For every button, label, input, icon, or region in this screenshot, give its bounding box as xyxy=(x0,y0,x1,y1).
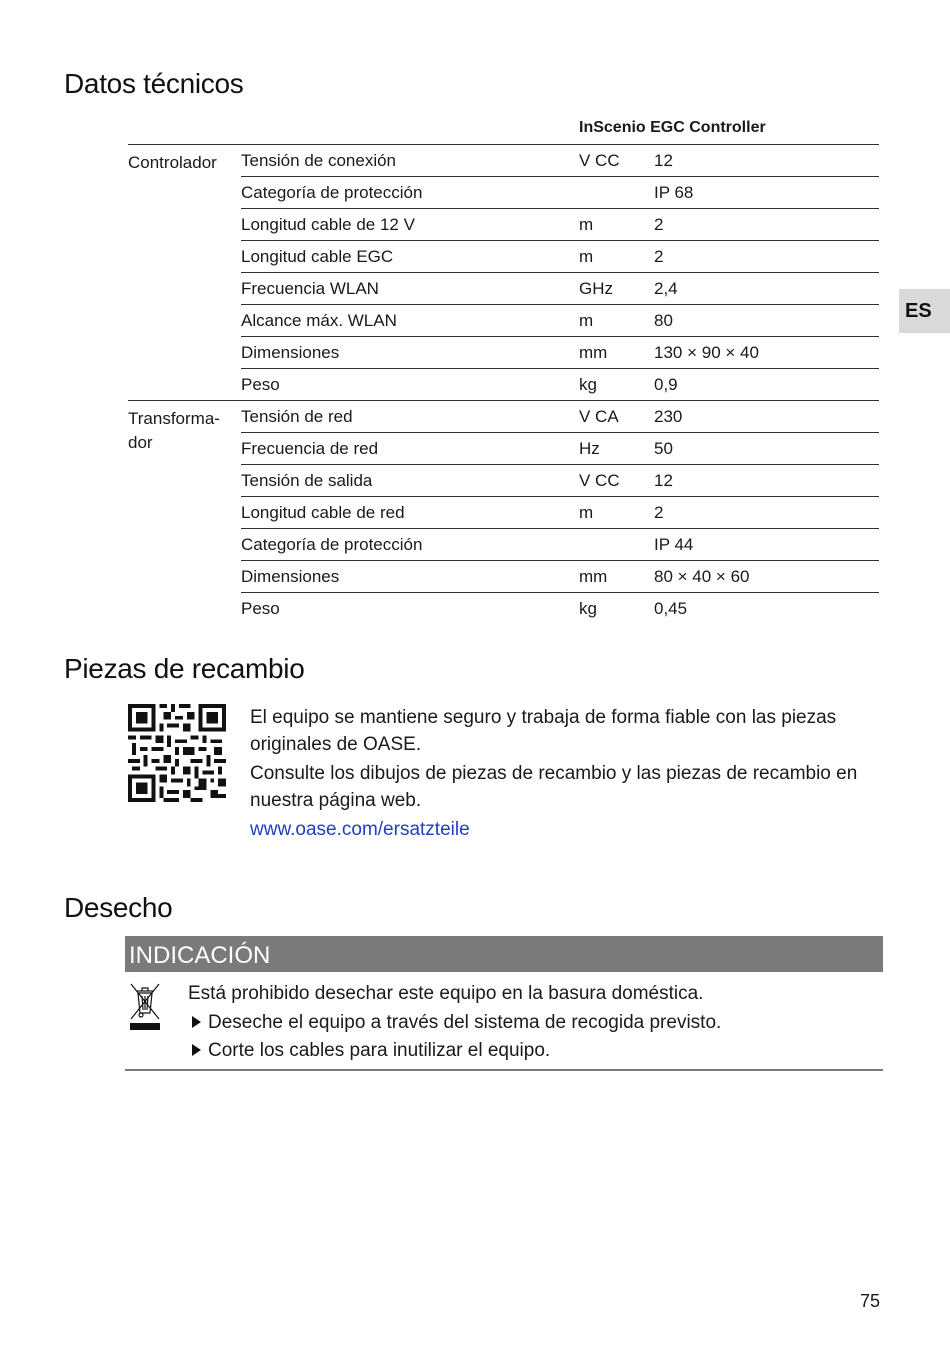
spec-value: 2 xyxy=(654,247,664,266)
spec-unit: kg xyxy=(579,375,597,394)
spec-name: Longitud cable de red xyxy=(241,503,405,522)
table-row xyxy=(241,145,879,176)
spec-value: 80 × 40 × 60 xyxy=(654,567,750,586)
table-row xyxy=(241,176,879,208)
spec-unit: mm xyxy=(579,567,608,586)
disposal-notice-text: Está prohibido desechar este equipo en la basura doméstica. xyxy=(188,983,704,1004)
spec-name: Longitud cable EGC xyxy=(241,247,394,266)
bullet-arrow-icon xyxy=(192,1044,201,1056)
table-row xyxy=(241,432,879,464)
spec-unit: kg xyxy=(579,599,597,618)
spec-name: Tensión de conexión xyxy=(241,151,397,170)
spec-unit: V CC xyxy=(579,471,620,490)
spec-unit: m xyxy=(579,247,594,266)
spec-table xyxy=(128,112,879,624)
table-row xyxy=(241,368,879,400)
spec-name: Categoría de protección xyxy=(241,535,423,554)
section-title-disposal: Desecho xyxy=(64,892,173,923)
spec-group-transformer xyxy=(128,401,879,624)
spec-unit: V CA xyxy=(579,407,619,426)
spec-value: 50 xyxy=(654,439,673,458)
spec-value: 2 xyxy=(654,215,664,234)
spec-value: 130 × 90 × 40 xyxy=(654,343,759,362)
spec-unit: m xyxy=(579,311,594,330)
spec-value: 12 xyxy=(654,151,673,170)
notice-bottom-rule xyxy=(125,1069,883,1071)
spec-value: 2 xyxy=(654,503,664,522)
spec-name: Longitud cable de 12 V xyxy=(241,215,415,234)
spec-name: Alcance máx. WLAN xyxy=(241,311,397,330)
spec-name: Tensión de red xyxy=(241,407,353,426)
group-label-line: Transforma- xyxy=(128,409,220,428)
table-row xyxy=(241,560,879,592)
table-row xyxy=(241,592,879,624)
spec-group-controller xyxy=(128,145,879,401)
spec-value: IP 44 xyxy=(654,535,694,554)
spec-value: 230 xyxy=(654,407,683,426)
bullet-arrow-icon xyxy=(192,1016,201,1028)
qr-code-icon xyxy=(128,704,226,802)
spec-name: Categoría de protección xyxy=(241,183,423,202)
crossed-out-bin-icon xyxy=(128,981,162,1033)
spec-unit: GHz xyxy=(579,279,613,298)
spec-unit: V CC xyxy=(579,151,620,170)
notice-header: INDICACIÓN xyxy=(125,936,883,972)
spec-unit: m xyxy=(579,215,594,234)
disposal-bullet xyxy=(192,1039,550,1063)
section-title-spare-parts: Piezas de recambio xyxy=(64,653,305,684)
spec-value: 2,4 xyxy=(654,279,678,298)
spare-parts-paragraph-1: El equipo se mantiene seguro y trabaja de forma fiable con las piezas originales de OASE. xyxy=(250,707,837,755)
spec-name: Peso xyxy=(241,375,280,394)
table-row xyxy=(241,304,879,336)
table-row xyxy=(241,464,879,496)
spec-value: 0,45 xyxy=(654,599,688,618)
spec-value: 12 xyxy=(654,471,673,490)
language-tab: ES xyxy=(899,289,950,333)
disposal-bullet-text: Corte los cables para inutilizar el equipo. xyxy=(208,1040,551,1061)
disposal-bullet-text: Deseche el equipo a través del sistema de recogida previsto. xyxy=(208,1012,722,1033)
spare-parts-link[interactable]: www.oase.com/ersatzteile xyxy=(250,819,470,840)
table-row xyxy=(241,240,879,272)
group-label-transformer xyxy=(128,407,233,455)
table-row xyxy=(241,272,879,304)
disposal-bullet xyxy=(192,1011,721,1035)
page-number: 75 xyxy=(860,1291,881,1311)
table-row xyxy=(241,496,879,528)
table-row xyxy=(241,208,879,240)
spec-name: Dimensiones xyxy=(241,567,340,586)
spec-table-header xyxy=(128,112,879,145)
spec-name: Tensión de salida xyxy=(241,471,373,490)
spare-parts-paragraph-2: Consulte los dibujos de piezas de recambio y las piezas de recambio en nuestra página web. xyxy=(250,763,858,811)
section-title-technical-data: Datos técnicos xyxy=(64,68,244,99)
group-label-controller: Controlador xyxy=(128,153,217,172)
table-row xyxy=(241,401,879,432)
table-row xyxy=(241,336,879,368)
spec-unit: mm xyxy=(579,343,608,362)
spec-value: IP 68 xyxy=(654,183,694,202)
spec-name: Peso xyxy=(241,599,280,618)
table-row xyxy=(241,528,879,560)
spec-value: 80 xyxy=(654,311,673,330)
spec-name: Frecuencia WLAN xyxy=(241,279,379,298)
group-label-line: dor xyxy=(128,433,153,452)
spec-unit: m xyxy=(579,503,594,522)
spec-value: 0,9 xyxy=(654,375,678,394)
product-column-header: InScenio EGC Controller xyxy=(579,119,766,136)
spec-unit: Hz xyxy=(579,439,600,458)
spec-name: Frecuencia de red xyxy=(241,439,379,458)
spec-name: Dimensiones xyxy=(241,343,340,362)
